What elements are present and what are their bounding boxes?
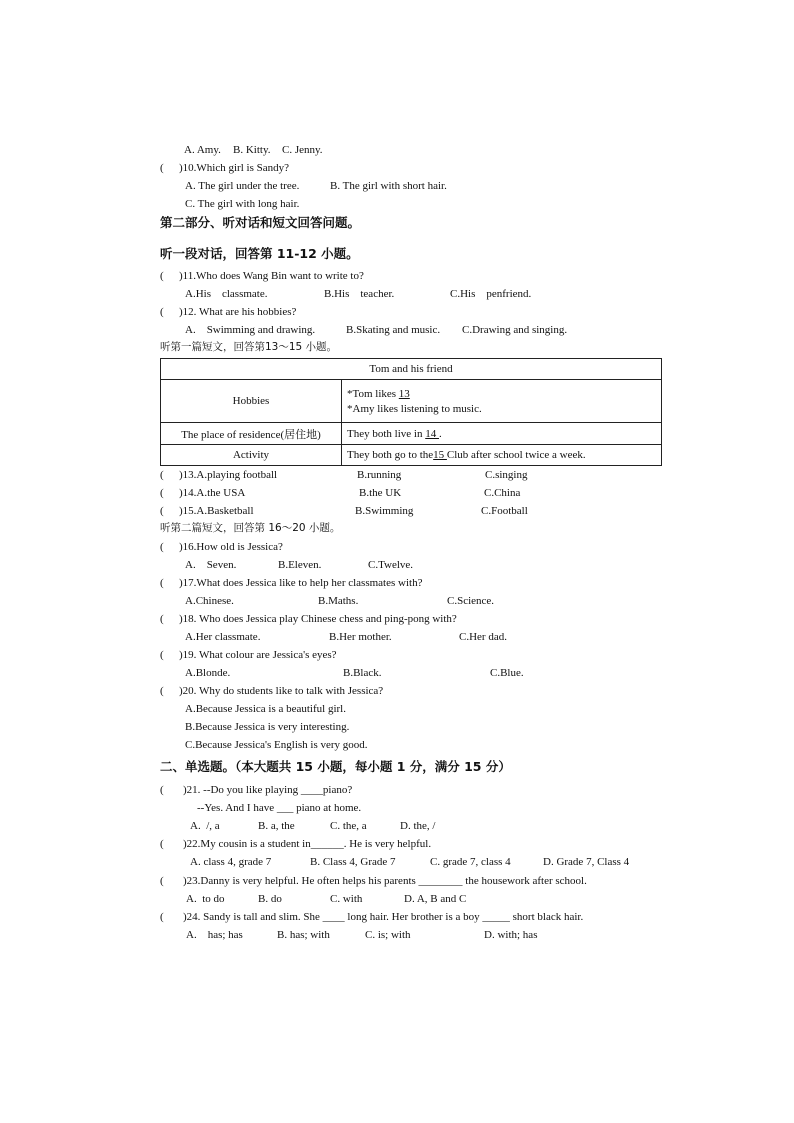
q23-option-b: B. do: [258, 893, 282, 905]
q20-paren: (: [160, 685, 164, 697]
q21-question: )21. --Do you like playing ____piano?: [183, 784, 353, 796]
q12-option-a: A. Swimming and drawing.: [185, 324, 316, 336]
q14-option-b: B.the UK: [359, 487, 402, 499]
q15-question: )15.A.Basketball: [179, 505, 254, 517]
q21-line2: --Yes. And I have ___ piano at home.: [197, 802, 362, 814]
q21-option-d: D. the, /: [400, 820, 436, 832]
q19-question: )19. What colour are Jessica's eyes?: [179, 649, 337, 661]
q11-question: )11.Who does Wang Bin want to write to?: [179, 270, 364, 282]
q14-paren: (: [160, 487, 164, 499]
q20-option-a: A.Because Jessica is a beautiful girl.: [185, 703, 346, 715]
q24-option-c: C. is; with: [365, 929, 411, 941]
q10-option-b: B. The girl with short hair.: [330, 180, 447, 192]
q11-option-b: B.His teacher.: [324, 288, 395, 300]
blank-14: 14: [425, 427, 439, 440]
q15-paren: (: [160, 505, 164, 517]
q22-question: )22.My cousin is a student in______. He is very helpful.: [183, 838, 432, 850]
part2-heading: 第二部分、听对话和短文回答问题。: [160, 215, 361, 230]
q10-option-a: A. The girl under the tree.: [185, 180, 300, 192]
residence-prefix: They both live in: [347, 427, 426, 440]
q9-option-a: A. Amy.: [184, 144, 221, 156]
q21-option-b: B. a, the: [258, 820, 295, 832]
hobbies-amy: *Amy likes listening to music.: [347, 402, 482, 415]
table-title: Tom and his friend: [161, 359, 662, 380]
q19-paren: (: [160, 649, 164, 661]
q16-question: )16.How old is Jessica?: [179, 541, 283, 553]
q12-option-c: C.Drawing and singing.: [462, 324, 568, 336]
q24-option-d: D. with; has: [484, 929, 538, 941]
passage1-heading: 听第一篇短文，回答第13～15 小题。: [160, 341, 338, 353]
blank-15: 15: [433, 449, 447, 461]
activity-suffix: Club after school twice a week.: [446, 449, 586, 461]
q16-option-c: C.Twelve.: [368, 559, 414, 571]
q19-option-c: C.Blue.: [490, 667, 524, 679]
hobbies-label: Hobbies: [161, 380, 342, 423]
q17-paren: (: [160, 577, 164, 589]
info-table: [160, 358, 662, 466]
q22-option-b: B. Class 4, Grade 7: [310, 856, 396, 868]
q13-option-c: C.singing: [485, 469, 528, 481]
q20-option-b: B.Because Jessica is very interesting.: [185, 721, 350, 733]
q14-question: )14.A.the USA: [179, 487, 246, 499]
q10-option-c: C. The girl with long hair.: [185, 198, 300, 210]
q18-option-c: C.Her dad.: [459, 631, 507, 643]
q24-option-a: A. has; has: [186, 929, 243, 941]
q22-option-d: D. Grade 7, Class 4: [543, 856, 630, 868]
q19-option-a: A.Blonde.: [185, 667, 231, 679]
q18-question: )18. Who does Jessica play Chinese chess and ping-pong with?: [179, 613, 457, 625]
q18-option-a: A.Her classmate.: [185, 631, 261, 643]
q17-question: )17.What does Jessica like to help her classmates with?: [179, 577, 423, 589]
q13-paren: (: [160, 469, 164, 481]
q21-option-c: C. the, a: [330, 820, 367, 832]
q10-paren: (: [160, 162, 164, 174]
activity-label: Activity: [161, 445, 342, 466]
q22-option-c: C. grade 7, class 4: [430, 856, 511, 868]
q13-question: )13.A.playing football: [179, 469, 278, 481]
q16-option-a: A. Seven.: [185, 559, 237, 571]
passage2-heading: 听第二篇短文，回答第 16～20 小题。: [160, 522, 341, 534]
q24-option-b: B. has; with: [277, 929, 330, 941]
activity-cell: [342, 445, 662, 466]
q18-paren: (: [160, 613, 164, 625]
q15-option-c: C.Football: [481, 505, 528, 517]
q9-option-c: C. Jenny.: [282, 144, 323, 156]
blank-13: 13: [398, 387, 410, 400]
q18-option-b: B.Her mother.: [329, 631, 392, 643]
q20-option-c: C.Because Jessica's English is very good.: [185, 739, 368, 751]
q23-option-c: C. with: [330, 893, 363, 905]
residence-label: The place of residence(居住地): [161, 423, 342, 445]
q17-option-b: B.Maths.: [318, 595, 359, 607]
q22-option-a: A. class 4, grade 7: [190, 856, 272, 868]
q11-paren: (: [160, 270, 164, 282]
q11-option-c: C.His penfriend.: [450, 288, 532, 300]
q20-question: )20. Why do students like to talk with Jessica?: [179, 685, 384, 697]
q14-option-c: C.China: [484, 487, 521, 499]
q11-option-a: A.His classmate.: [185, 288, 268, 300]
q21-option-a: A. /, a: [190, 820, 220, 832]
q10-question: )10.Which girl is Sandy?: [179, 162, 289, 174]
q19-option-b: B.Black.: [343, 667, 382, 679]
q12-option-b: B.Skating and music.: [346, 324, 441, 336]
hobbies-tom-prefix: *Tom likes: [347, 387, 399, 400]
q13-option-b: B.running: [357, 469, 402, 481]
q23-paren: (: [160, 875, 164, 887]
dialog-heading: 听一段对话，回答第 11-12 小题。: [160, 246, 359, 261]
q15-option-b: B.Swimming: [355, 505, 414, 517]
section2-heading: 二、单选题。（本大题共 15 小题，每小题 1 分，满分 15 分）: [160, 759, 511, 774]
q21-paren: (: [160, 784, 164, 796]
q16-option-b: B.Eleven.: [278, 559, 322, 571]
activity-prefix: They both go to the: [347, 449, 434, 461]
q24-paren: (: [160, 911, 164, 923]
q16-paren: (: [160, 541, 164, 553]
q23-option-d: D. A, B and C: [404, 893, 467, 905]
q12-question: )12. What are his hobbies?: [179, 306, 297, 318]
q9-option-b: B. Kitty.: [233, 144, 271, 156]
q23-option-a: A. to do: [186, 893, 225, 905]
q24-question: )24. Sandy is tall and slim. She ____ long hair. Her brother is a boy _____ short black hair.: [183, 911, 584, 923]
residence-suffix: .: [438, 427, 442, 440]
q17-option-c: C.Science.: [447, 595, 495, 607]
q23-question: )23.Danny is very helpful. He often helps his parents ________ the housework after school.: [183, 875, 587, 887]
hobbies-cell: [342, 380, 662, 423]
q17-option-a: A.Chinese.: [185, 595, 234, 607]
residence-cell: [342, 423, 662, 445]
q12-paren: (: [160, 306, 164, 318]
q22-paren: (: [160, 838, 164, 850]
